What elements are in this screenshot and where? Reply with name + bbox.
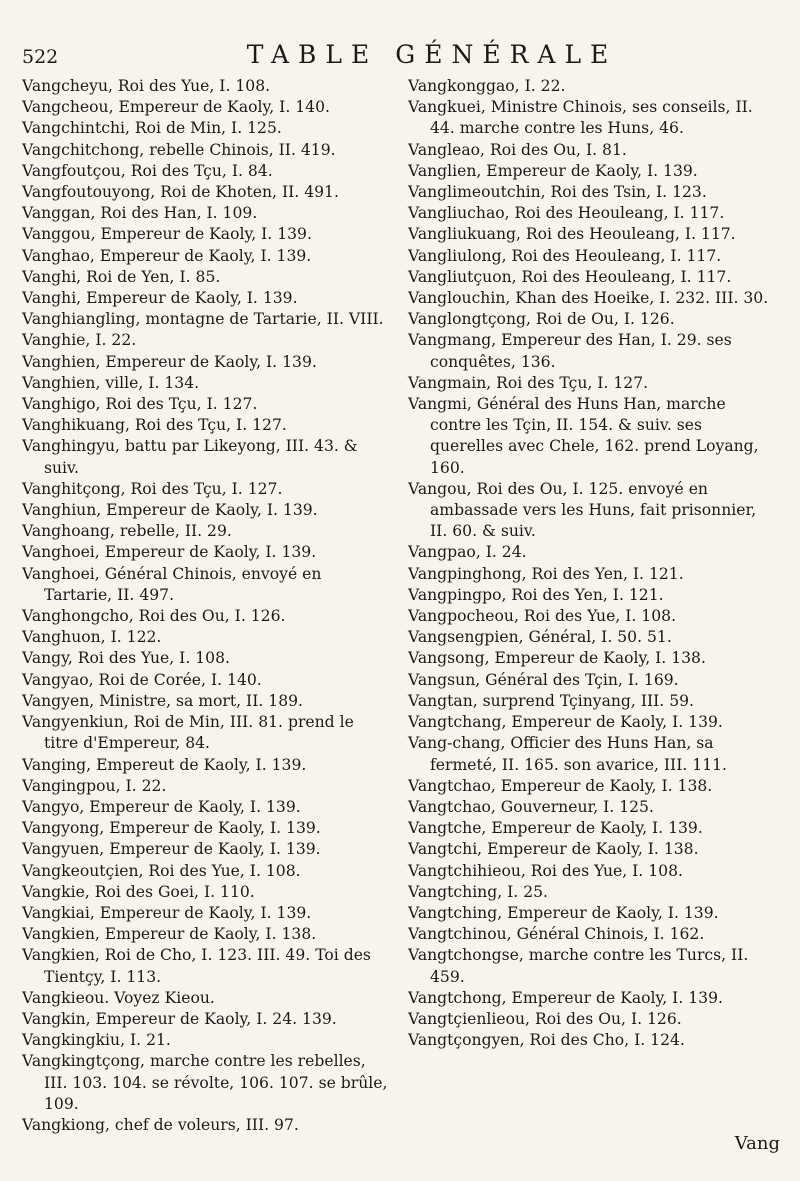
index-entry: Vanggan, Roi des Han, I. 109.: [22, 204, 258, 223]
index-entry: Vangtchao, Gouverneur, I. 125.: [408, 797, 654, 816]
index-entry: Vanghiangling, montagne de Tartarie, II. VIII.: [22, 310, 384, 329]
index-entry: Vangchintchi, Roi de Min, I. 125.: [22, 119, 282, 138]
index-entry: Vangkiong, chef de voleurs, III. 97.: [22, 1115, 299, 1134]
index-entry: Vanghoang, rebelle, II. 29.: [22, 522, 232, 541]
index-entry: Vangingpou, I. 22.: [22, 776, 167, 795]
index-entry: Vanging, Empereut de Kaoly, I. 139.: [22, 755, 307, 774]
index-entry: Vangkonggao, I. 22.: [408, 77, 566, 95]
index-entry: Vangyo, Empereur de Kaoly, I. 139.: [22, 797, 301, 816]
index-entry: Vangou, Roi des Ou, I. 125. envoyé en ambassade vers les Huns, fait prisonnier, II. 60. & suiv.: [408, 479, 757, 541]
index-entry: Vangkieou. Voyez Kieou.: [22, 988, 215, 1007]
index-entry: Vangkin, Empereur de Kaoly, I. 24. 139.: [22, 1009, 337, 1028]
index-entry: Vangyenkiun, Roi de Min, III. 81. prend le titre d'Empereur, 84.: [22, 713, 354, 753]
index-entry: Vanghuon, I. 122.: [22, 628, 162, 647]
index-entry: Vangsong, Empereur de Kaoly, I. 138.: [408, 649, 706, 668]
index-entry: Vangcheou, Empereur de Kaoly, I. 140.: [22, 98, 330, 117]
index-entry: Vangmain, Roi des Tçu, I. 127.: [408, 373, 649, 392]
index-entry: Vangyao, Roi de Corée, I. 140.: [22, 670, 262, 689]
index-entry: Vangcheyu, Roi des Yue, I. 108.: [22, 77, 271, 95]
index-entry: Vanghien, Empereur de Kaoly, I. 139.: [22, 352, 317, 371]
index-entry: Vangtchang, Empereur de Kaoly, I. 139.: [408, 713, 723, 732]
index-entry: Vangsun, Général des Tçin, I. 169.: [408, 670, 679, 689]
index-entry: Vang-chang, Officier des Huns Han, sa fermeté, II. 165. son avarice, III. 111.: [408, 734, 728, 774]
index-entry: Vanghoei, Général Chinois, envoyé en Tartarie, II. 497.: [22, 564, 322, 604]
index-entry: Vanghikuang, Roi des Tçu, I. 127.: [22, 416, 287, 435]
page-number: 522: [22, 46, 59, 68]
index-entry: Vanggou, Empereur de Kaoly, I. 139.: [22, 225, 312, 244]
page-title: TABLE GÉNÉRALE: [246, 40, 618, 69]
index-entry: Vangliukuang, Roi des Heouleang, I. 117.: [408, 225, 736, 244]
index-entry: Vangfoutçou, Roi des Tçu, I. 84.: [22, 161, 273, 180]
index-entry: Vangtchi, Empereur de Kaoly, I. 138.: [408, 840, 699, 859]
index-entry: Vangkie, Roi des Goei, I. 110.: [22, 882, 255, 901]
index-entry: Vangtçienlieou, Roi des Ou, I. 126.: [408, 1009, 682, 1028]
index-entry: Vangleao, Roi des Ou, I. 81.: [408, 140, 627, 159]
index-entry: Vangkien, Roi de Cho, I. 123. III. 49. Toi des Tientçy, I. 113.: [22, 946, 371, 986]
index-entry: Vangliuchao, Roi des Heouleang, I. 117.: [408, 204, 725, 223]
left-column: [22, 76, 392, 1136]
index-entry: Vangkiai, Empereur de Kaoly, I. 139.: [22, 903, 312, 922]
index-entry: Vangkingkiu, I. 21.: [22, 1031, 171, 1050]
index-entry: Vangkien, Empereur de Kaoly, I. 138.: [22, 925, 317, 944]
index-entry: Vangchitchong, rebelle Chinois, II. 419.: [22, 140, 336, 159]
index-entry: Vanghi, Roi de Yen, I. 85.: [22, 267, 221, 286]
right-column: [408, 76, 778, 1051]
index-entry: Vanghitçong, Roi des Tçu, I. 127.: [22, 479, 283, 498]
index-entry: Vanghigo, Roi des Tçu, I. 127.: [22, 395, 258, 414]
index-entry: Vangyong, Empereur de Kaoly, I. 139.: [22, 819, 321, 838]
index-entry: Vangsengpien, Général, I. 50. 51.: [408, 628, 672, 647]
index-entry: Vangtçongyen, Roi des Cho, I. 124.: [408, 1031, 685, 1050]
index-entry: Vangkuei, Ministre Chinois, ses conseils, II. 44. marche contre les Huns, 46.: [408, 98, 753, 138]
index-entry: Vangliulong, Roi des Heouleang, I. 117.: [408, 246, 722, 265]
index-entry: Vanglongtçong, Roi de Ou, I. 126.: [408, 310, 675, 329]
index-entry: Vangtche, Empereur de Kaoly, I. 139.: [408, 819, 703, 838]
index-entry: Vanglimeoutchin, Roi des Tsin, I. 123.: [408, 183, 707, 202]
index-entry: Vangmang, Empereur des Han, I. 29. ses conquêtes, 136.: [408, 331, 732, 371]
index-entry: Vanghao, Empereur de Kaoly, I. 139.: [22, 246, 312, 265]
index-entry: Vanghie, I. 22.: [22, 331, 137, 350]
index-entry: Vangtchong, Empereur de Kaoly, I. 139.: [408, 988, 723, 1007]
index-entry: Vangpinghong, Roi des Yen, I. 121.: [408, 564, 684, 583]
index-entry: Vangtan, surprend Tçinyang, III. 59.: [408, 691, 695, 710]
index-entry: Vangy, Roi des Yue, I. 108.: [22, 649, 230, 668]
index-entry: Vanghien, ville, I. 134.: [22, 373, 200, 392]
index-entry: Vanghingyu, battu par Likeyong, III. 43. & suiv.: [22, 437, 358, 477]
index-entry: Vanghiun, Empereur de Kaoly, I. 139.: [22, 501, 318, 520]
index-entry: Vangliutçuon, Roi des Heouleang, I. 117.: [408, 267, 732, 286]
index-entry: Vangyuen, Empereur de Kaoly, I. 139.: [22, 840, 321, 859]
index-entry: Vanglouchin, Khan des Hoeike, I. 232. III. 30.: [408, 289, 769, 308]
index-entry: Vangtchihieou, Roi des Yue, I. 108.: [408, 861, 683, 880]
index-entry: Vanglien, Empereur de Kaoly, I. 139.: [408, 161, 698, 180]
catchword: Vang: [734, 1133, 780, 1154]
index-entry: Vanghoei, Empereur de Kaoly, I. 139.: [22, 543, 317, 562]
index-entry: Vangtching, Empereur de Kaoly, I. 139.: [408, 903, 719, 922]
index-entry: Vanghongcho, Roi des Ou, I. 126.: [22, 607, 286, 626]
index-entry: Vangpingpo, Roi des Yen, I. 121.: [408, 585, 664, 604]
index-entry: Vanghi, Empereur de Kaoly, I. 139.: [22, 289, 298, 308]
index-entry: Vangtchinou, Général Chinois, I. 162.: [408, 925, 705, 944]
index-entry: Vangtching, I. 25.: [408, 882, 548, 901]
index-entry: Vangtchongse, marche contre les Turcs, II. 459.: [408, 946, 749, 986]
index-entry: Vangkeoutçien, Roi des Yue, I. 108.: [22, 861, 301, 880]
index-entry: Vangpao, I. 24.: [408, 543, 527, 562]
index-entry: Vangkingtçong, marche contre les rebelles, III. 103. 104. se révolte, 106. 107. se brûle, 109.: [22, 1052, 388, 1113]
index-entry: Vangfoutouyong, Roi de Khoten, II. 491.: [22, 183, 339, 202]
index-entry: Vangtchao, Empereur de Kaoly, I. 138.: [408, 776, 713, 795]
page-header: [22, 40, 782, 70]
index-entry: Vangpocheou, Roi des Yue, I. 108.: [408, 607, 677, 626]
index-entry: Vangmi, Général des Huns Han, marche contre les Tçin, II. 154. & suiv. ses querelles avec Chele, 162. prend Loyang, 160.: [408, 395, 759, 477]
index-entry: Vangyen, Ministre, sa mort, II. 189.: [22, 691, 304, 710]
